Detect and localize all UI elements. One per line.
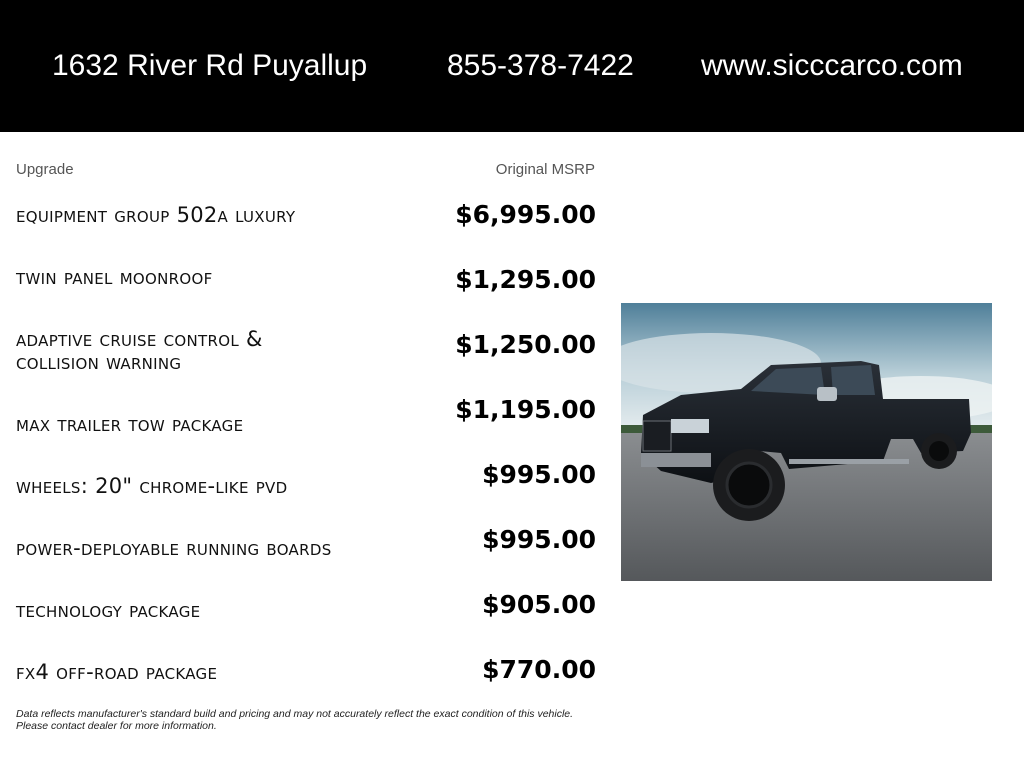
dealer-address: 1632 River Rd Puyallup xyxy=(52,49,368,82)
upgrade-price: $1,295.00 xyxy=(455,265,596,294)
truck-illustration xyxy=(621,303,992,581)
upgrade-column-header: Upgrade xyxy=(16,161,74,178)
vehicle-photo xyxy=(621,303,992,581)
upgrade-price: $995.00 xyxy=(482,460,596,489)
disclaimer xyxy=(16,708,616,732)
msrp-column-header: Original MSRP xyxy=(495,161,595,178)
upgrade-name: twin panel moonroof xyxy=(16,265,213,289)
upgrade-name: fx4 off-road package xyxy=(16,660,218,684)
table-row xyxy=(16,265,596,325)
dealer-phone[interactable]: 855-378-7422 xyxy=(447,49,634,82)
upgrade-price: $1,195.00 xyxy=(455,395,596,424)
table-row xyxy=(16,525,596,585)
table-row xyxy=(16,655,596,715)
upgrade-name: max trailer tow package xyxy=(16,412,244,436)
upgrade-price: $905.00 xyxy=(482,590,596,619)
table-row xyxy=(16,395,596,455)
upgrade-price: $6,995.00 xyxy=(455,200,596,229)
upgrade-price: $1,250.00 xyxy=(455,330,596,359)
upgrade-price: $770.00 xyxy=(482,655,596,684)
upgrade-name: wheels: 20" chrome-like pvd xyxy=(16,474,288,498)
table-row xyxy=(16,200,596,260)
upgrade-name: equipment group 502a luxury xyxy=(16,203,296,227)
upgrade-name: technology package xyxy=(16,598,201,622)
dealer-website[interactable]: www.sicccarco.com xyxy=(701,49,963,82)
upgrade-name: adaptive cruise control & collision warning xyxy=(16,327,263,374)
upgrade-price: $995.00 xyxy=(482,525,596,554)
disclaimer-line-1: Data reflects manufacturer's standard build and pricing and may not accurately reflect the exact condition of this vehicle. xyxy=(16,708,574,720)
upgrade-name: power-deployable running boards xyxy=(16,536,332,560)
table-row xyxy=(16,590,596,650)
dealer-header xyxy=(0,0,1024,132)
table-row xyxy=(16,327,596,390)
disclaimer-line-2: Please contact dealer for more information. xyxy=(16,720,217,732)
table-row xyxy=(16,460,596,520)
